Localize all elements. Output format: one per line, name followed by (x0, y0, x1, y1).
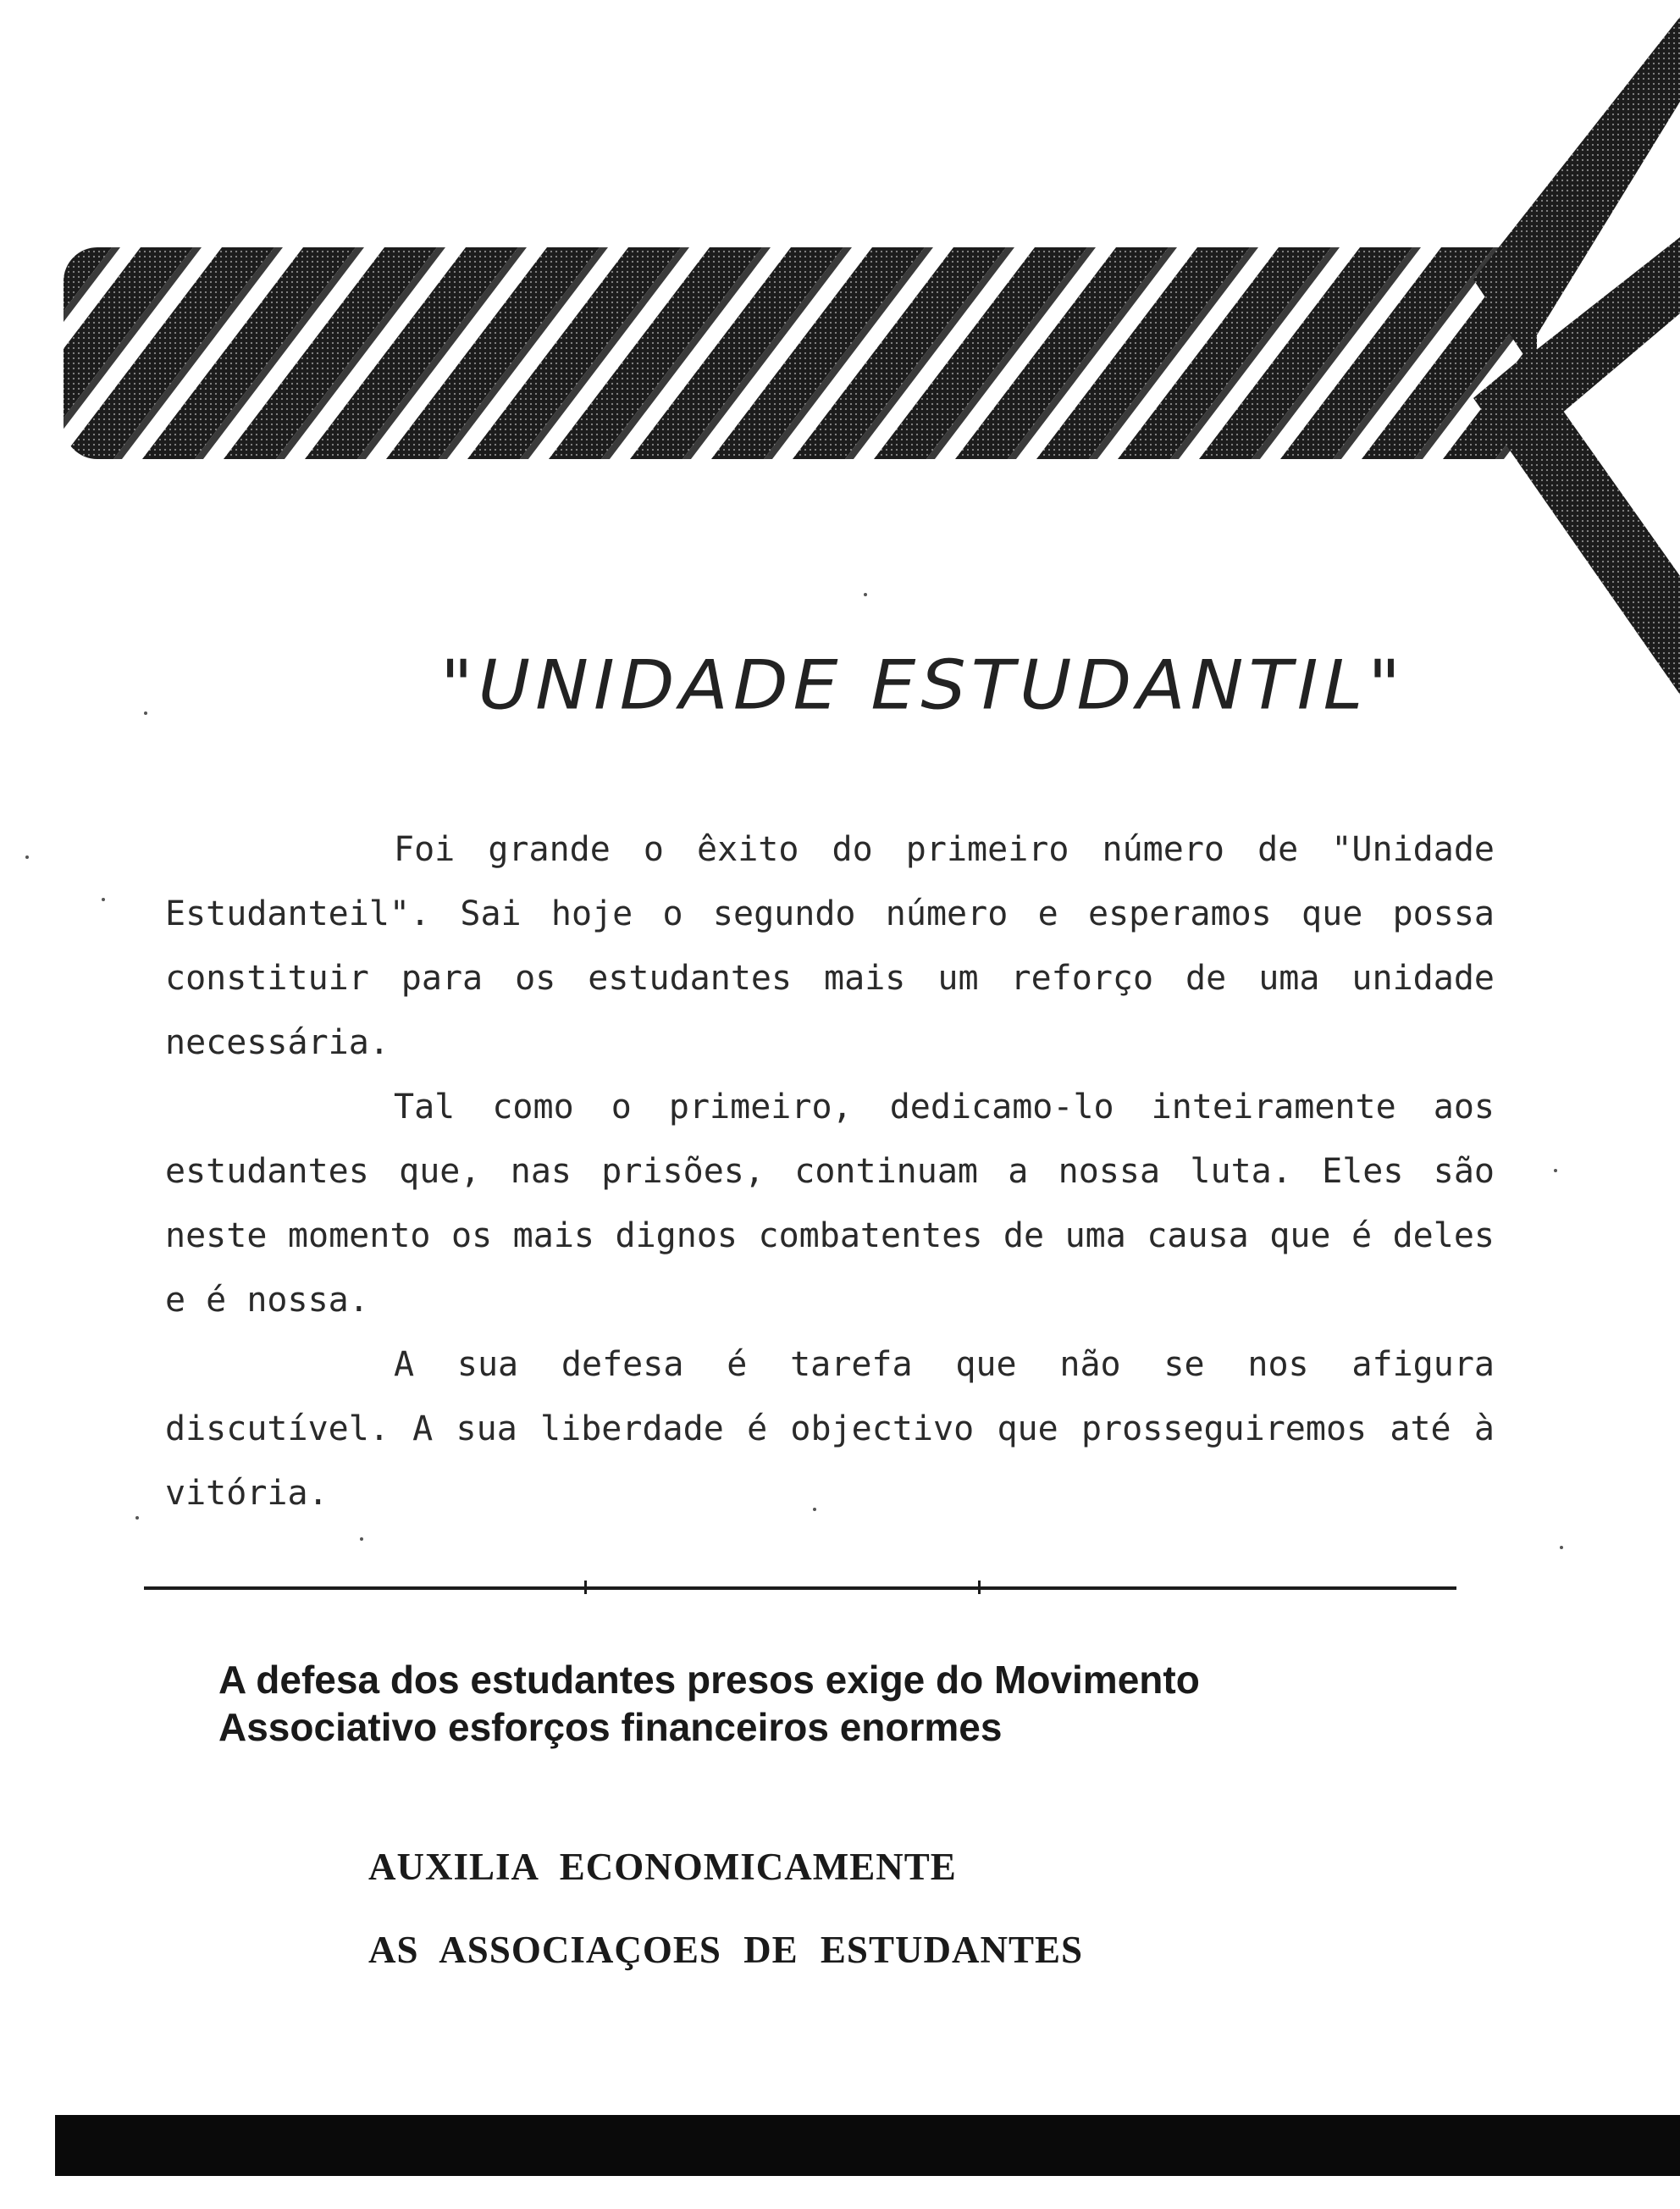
scan-speck (25, 855, 29, 859)
divider-tick (978, 1581, 981, 1594)
appeal-text (218, 1656, 1489, 1751)
scan-speck (1560, 1546, 1563, 1549)
rope-graphic (0, 0, 1680, 711)
section-divider (144, 1586, 1456, 1590)
scan-speck (1554, 1169, 1557, 1172)
scan-speck (144, 711, 147, 715)
cta-line-2: AS ASSOCIAÇOES DE ESTUDANTES (368, 1929, 1084, 1971)
scan-speck (864, 593, 867, 596)
body-text (165, 817, 1495, 1525)
rope-strand-lower (1473, 356, 1680, 695)
paragraph-2: Tal como o primeiro, dedicamo-lo inteiramente aos estudantes que, nas prisões, continuam a nossa luta. Eles são neste momento os mais dignos combatentes de uma causa que é deles e é nossa. (165, 1088, 1495, 1320)
appeal-line-2: Associativo esforços financeiros enormes (218, 1705, 1003, 1749)
paragraph-1: Foi grande o êxito do primeiro número de "Unidade Estudanteil". Sai hoje o segundo número e esperamos que possa constituir para os estudantes mais um reforço de uma unidade necessária. (165, 830, 1495, 1062)
page-title: "UNIDADE ESTUDANTIL" (440, 645, 1406, 725)
scan-speck (102, 898, 105, 901)
scan-speck (360, 1537, 363, 1541)
paragraph-3: A sua defesa é tarefa que não se nos afigura discutível. A sua liberdade é objectivo que prosseguiremos até à vitória. (165, 1345, 1495, 1513)
scan-speck (135, 1516, 139, 1520)
divider-tick (584, 1581, 587, 1594)
cta-line-1: AUXILIA ECONOMICAMENTE (368, 1846, 957, 1888)
bottom-bar (55, 2115, 1680, 2176)
scan-speck (813, 1508, 816, 1511)
call-to-action (368, 1825, 1469, 1991)
appeal-line-1: A defesa dos estudantes presos exige do Movimento (218, 1658, 1200, 1702)
